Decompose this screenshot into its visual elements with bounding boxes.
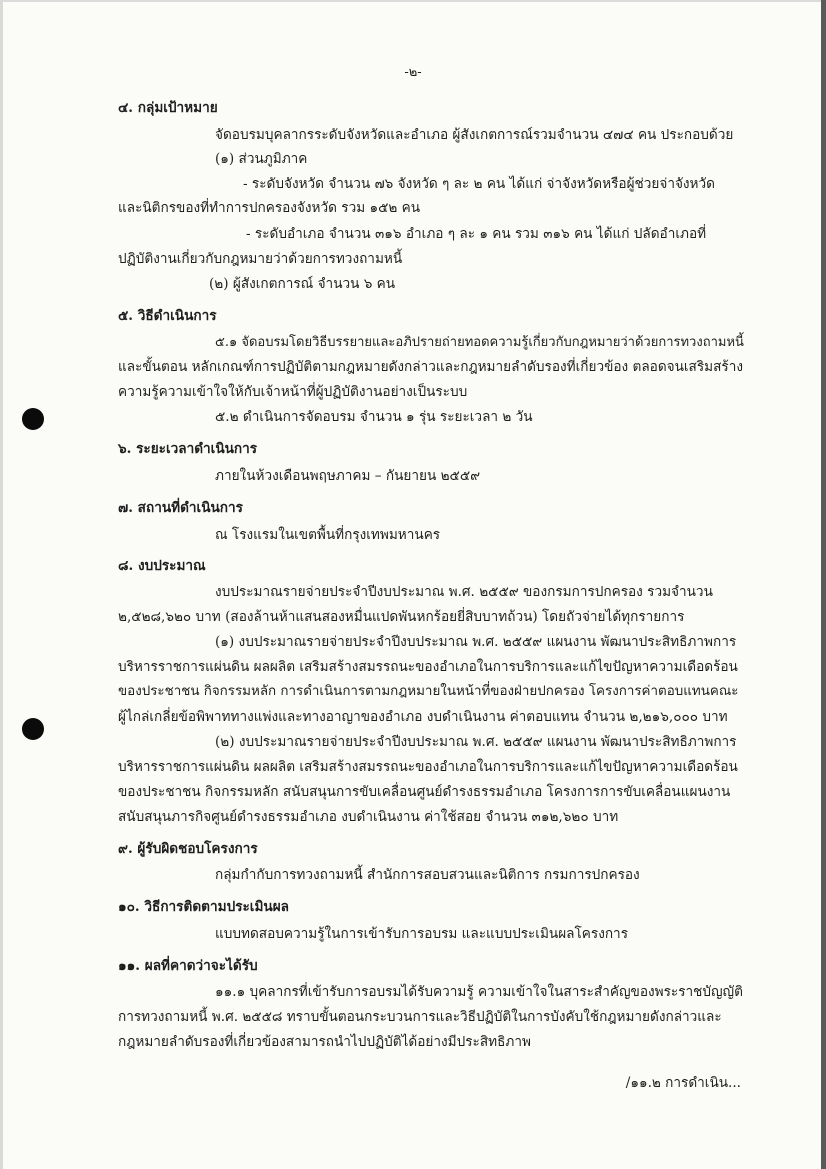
section-heading: ๙. ผู้รับผิดชอบโครงการ xyxy=(118,841,258,857)
section-heading: ๘. งบประมาณ xyxy=(118,558,206,574)
paragraph-line: จัดอบรมบุคลากรระดับจังหวัดและอำเภอ ผู้สังเกตการณ์รวมจำนวน ๔๗๔ คน ประกอบด้วย xyxy=(215,127,734,143)
paragraph-line: ปฏิบัติงานเกี่ยวกับกฎหมายว่าด้วยการทวงถามหนี้ xyxy=(118,251,403,267)
paragraph-line: ของประชาชน กิจกรรมหลัก การดำเนินการตามกฎหมายในหน้าที่ของฝ่ายปกครอง โครงการค่าตอบแทนคณะ xyxy=(118,684,739,699)
paragraph-line: - ระดับอำเภอ จำนวน ๓๑๖ อำเภอ ๆ ละ ๑ คน รวม ๓๑๖ คน ได้แก่ ปลัดอำเภอที่ xyxy=(246,226,707,242)
page-number: -๒- xyxy=(404,65,422,80)
paragraph-line: แบบทดสอบความรู้ในการเข้ารับการอบรม และแบบประเมินผลโครงการ xyxy=(215,926,628,942)
paragraph-line: กลุ่มกำกับการทวงถามหนี้ สำนักการสอบสวนและนิติการ กรมการปกครอง xyxy=(215,867,640,883)
paragraph-line: ๑๑.๑ บุคลากรที่เข้ารับการอบรมได้รับความรู้ ความเข้าใจในสาระสำคัญของพระราชบัญญัติ xyxy=(215,984,743,1000)
paragraph-line: สนับสนุนภารกิจศูนย์ดำรงธรรมอำเภอ งบดำเนินงาน ค่าใช้สอย จำนวน ๓๑๒,๖๒๐ บาท xyxy=(118,809,619,825)
paragraph-line: ภายในห้วงเดือนพฤษภาคม – กันยายน ๒๕๕๙ xyxy=(215,468,481,484)
paragraph-line: งบประมาณรายจ่ายประจำปีงบประมาณ พ.ศ. ๒๕๕๙ ของกรมการปกครอง รวมจำนวน xyxy=(215,584,713,600)
paragraph-line: ๒,๕๒๘,๖๒๐ บาท (สองล้านห้าแสนสองหมื่นแปดพันหกร้อยยี่สิบบาทถ้วน) โดยถัวจ่ายได้ทุกรายการ xyxy=(118,609,685,625)
continuation-note: /๑๑.๒ การดำเนิน... xyxy=(625,1075,741,1091)
paragraph-line: บริหารราชการแผ่นดิน ผลผลิต เสริมสร้างสมรรถนะของอำเภอในการบริการและแก้ไขปัญหาความเดือดร้อน xyxy=(118,759,738,775)
paragraph-line: ผู้ไกล่เกลี่ยข้อพิพาททางแพ่งและทางอาญาของอำเภอ งบดำเนินงาน ค่าตอบแทน จำนวน ๒,๒๑๖,๐๐๐ บาท xyxy=(118,709,728,725)
paragraph-line: การทวงถามหนี้ พ.ศ. ๒๕๕๘ ทราบขั้นตอนกระบวนการและวิธีปฏิบัติในการบังคับใช้กฎหมายดังกล่าวและ xyxy=(118,1009,722,1025)
paragraph-line: ของประชาชน กิจกรรมหลัก สนับสนุนการขับเคลื่อนศูนย์ดำรงธรรมอำเภอ โครงการการขับเคลื่อนแผนงาน xyxy=(118,784,731,800)
paragraph-line: (๒) งบประมาณรายจ่ายประจำปีงบประมาณ พ.ศ. ๒๕๕๙ แผนงาน พัฒนาประสิทธิภาพการ xyxy=(215,734,737,750)
scan-top-edge xyxy=(0,0,826,2)
paragraph-line: ณ โรงแรมในเขตพื้นที่กรุงเทพมหานคร xyxy=(215,527,441,543)
scan-left-edge xyxy=(0,0,3,1169)
section-heading: ๗. สถานที่ดำเนินการ xyxy=(118,500,243,516)
paragraph-line: (๑) งบประมาณรายจ่ายประจำปีงบประมาณ พ.ศ. ๒๕๕๙ แผนงาน พัฒนาประสิทธิภาพการ xyxy=(215,634,737,650)
paragraph-line: ความรู้ความเข้าใจให้กับเจ้าหน้าที่ผู้ปฏิบัติงานอย่างเป็นระบบ xyxy=(118,384,468,400)
section-heading: ๕. วิธีดำเนินการ xyxy=(118,308,217,324)
paragraph-line: (๑) ส่วนภูมิภาค xyxy=(215,151,308,167)
punch-hole xyxy=(22,718,44,740)
scan-right-edge xyxy=(821,0,826,1169)
paragraph-line: กฎหมายลำดับรองที่เกี่ยวข้องสามารถนำไปปฏิบัติได้อย่างมีประสิทธิภาพ xyxy=(118,1034,531,1050)
section-heading: ๑๐. วิธีการติดตามประเมินผล xyxy=(118,899,289,915)
section-heading: ๖. ระยะเวลาดำเนินการ xyxy=(118,441,258,457)
paragraph-line: - ระดับจังหวัด จำนวน ๗๖ จังหวัด ๆ ละ ๒ คน ได้แก่ จ่าจังหวัดหรือผู้ช่วยจ่าจังหวัด xyxy=(243,176,715,192)
paragraph-line: และนิติกรของที่ทำการปกครองจังหวัด รวม ๑๕๒ คน xyxy=(118,200,421,216)
paragraph-line: ๕.๒ ดำเนินการจัดอบรม จำนวน ๑ รุ่น ระยะเวลา ๒ วัน xyxy=(215,409,533,425)
section-heading: ๔. กลุ่มเป้าหมาย xyxy=(118,100,218,116)
section-heading: ๑๑. ผลที่คาดว่าจะได้รับ xyxy=(118,958,258,974)
paragraph-line: และขั้นตอน หลักเกณฑ์การปฏิบัติตามกฎหมายดังกล่าวและกฎหมายลำดับรองที่เกี่ยวข้อง ตลอดจนเสริมสร้าง xyxy=(118,359,743,375)
punch-hole xyxy=(22,408,44,430)
paragraph-line: (๒) ผู้สังเกตการณ์ จำนวน ๖ คน xyxy=(209,276,396,292)
paragraph-line: บริหารราชการแผ่นดิน ผลผลิต เสริมสร้างสมรรถนะของอำเภอในการบริการและแก้ไขปัญหาความเดือดร้อน xyxy=(118,659,738,675)
paragraph-line: ๕.๑ จัดอบรมโดยวิธีบรรยายและอภิปรายถ่ายทอดความรู้เกี่ยวกับกฎหมายว่าด้วยการทวงถามหนี้ xyxy=(215,335,744,350)
